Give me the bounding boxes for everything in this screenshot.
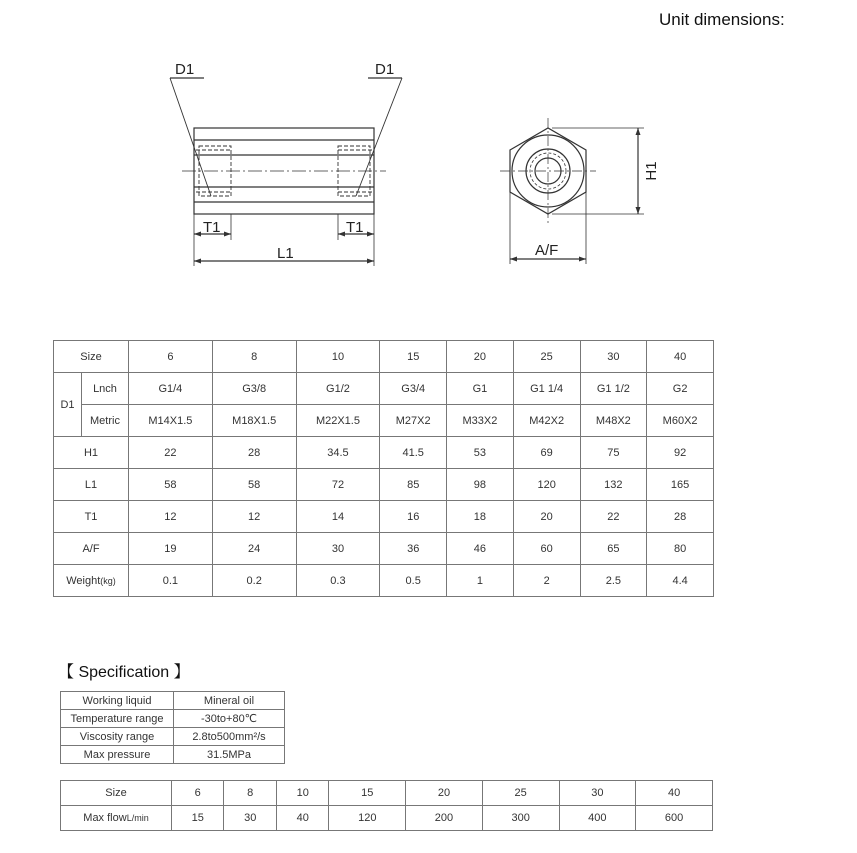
table-cell: 60: [513, 533, 580, 565]
spec-value: -30to+80℃: [174, 710, 285, 728]
table-cell: G2: [647, 373, 714, 405]
table-cell: 12: [129, 501, 213, 533]
flow-table: [60, 780, 713, 831]
table-row: [61, 781, 713, 806]
flow-size-header: Size: [61, 781, 172, 806]
table-cell: 98: [447, 469, 514, 501]
table-row: [54, 469, 714, 501]
table-cell: G3/4: [380, 373, 447, 405]
spec-value: 2.8to500mm²/s: [174, 728, 285, 746]
table-row: [61, 728, 285, 746]
size-cell: 30: [580, 341, 647, 373]
t1-left-label: T1: [203, 219, 221, 236]
specification-table: [60, 691, 285, 764]
table-row: [61, 746, 285, 764]
table-cell: G3/8: [212, 373, 296, 405]
table-row: [61, 806, 713, 831]
table-cell: 46: [447, 533, 514, 565]
table-cell: 92: [647, 437, 714, 469]
spec-value: Mineral oil: [174, 692, 285, 710]
size-cell: 20: [447, 341, 514, 373]
table-cell: 4.4: [647, 565, 714, 597]
h1-header: H1: [54, 437, 129, 469]
table-cell: 0.2: [212, 565, 296, 597]
d1-left-label: D1: [175, 61, 195, 78]
table-cell: M48X2: [580, 405, 647, 437]
specification-heading: 【 Specification 】: [58, 664, 190, 681]
size-cell: 15: [329, 781, 406, 806]
af-header: A/F: [54, 533, 129, 565]
table-cell: 2.5: [580, 565, 647, 597]
table-cell: 34.5: [296, 437, 380, 469]
table-cell: G1 1/2: [580, 373, 647, 405]
flow-cell: 15: [172, 806, 224, 831]
size-cell: 25: [513, 341, 580, 373]
table-cell: 2: [513, 565, 580, 597]
table-cell: M27X2: [380, 405, 447, 437]
table-cell: 58: [212, 469, 296, 501]
table-cell: 1: [447, 565, 514, 597]
size-cell: 40: [647, 341, 714, 373]
d1-header: D1: [54, 373, 82, 437]
flow-cell: 40: [276, 806, 328, 831]
table-cell: G1: [447, 373, 514, 405]
size-cell: 6: [172, 781, 224, 806]
size-cell: 25: [482, 781, 559, 806]
weight-unit: (kg): [100, 575, 116, 586]
table-cell: 132: [580, 469, 647, 501]
max-flow-unit: L/min: [126, 813, 149, 823]
table-cell: 53: [447, 437, 514, 469]
table-cell: 85: [380, 469, 447, 501]
size-cell: 8: [224, 781, 276, 806]
d1-right-label: D1: [375, 61, 395, 78]
table-cell: 80: [647, 533, 714, 565]
table-row: [61, 692, 285, 710]
technical-drawing: [0, 0, 857, 300]
flow-cell: 200: [406, 806, 483, 831]
table-cell: 0.5: [380, 565, 447, 597]
table-cell: 12: [212, 501, 296, 533]
size-cell: 10: [276, 781, 328, 806]
flow-cell: 400: [559, 806, 636, 831]
table-cell: 14: [296, 501, 380, 533]
table-cell: 28: [647, 501, 714, 533]
table-cell: 30: [296, 533, 380, 565]
table-cell: M33X2: [447, 405, 514, 437]
table-cell: 24: [212, 533, 296, 565]
spec-label: Max pressure: [61, 746, 174, 764]
flow-cell: 300: [482, 806, 559, 831]
table-cell: 165: [647, 469, 714, 501]
table-row: [54, 373, 714, 405]
size-cell: 40: [636, 781, 713, 806]
size-cell: 6: [129, 341, 213, 373]
max-flow-label: Max flow: [83, 812, 127, 824]
table-cell: 36: [380, 533, 447, 565]
size-header: Size: [54, 341, 129, 373]
table-row: [54, 501, 714, 533]
table-cell: M14X1.5: [129, 405, 213, 437]
table-cell: 20: [513, 501, 580, 533]
table-cell: 18: [447, 501, 514, 533]
table-cell: M18X1.5: [212, 405, 296, 437]
size-cell: 8: [212, 341, 296, 373]
table-cell: M22X1.5: [296, 405, 380, 437]
max-flow-header: [61, 806, 172, 831]
table-row: [54, 533, 714, 565]
size-cell: 20: [406, 781, 483, 806]
table-cell: M60X2: [647, 405, 714, 437]
table-cell: 69: [513, 437, 580, 469]
page-title: Unit dimensions:: [659, 10, 785, 29]
table-cell: G1/4: [129, 373, 213, 405]
table-cell: 120: [513, 469, 580, 501]
flow-cell: 600: [636, 806, 713, 831]
table-cell: G1/2: [296, 373, 380, 405]
spec-value: 31.5MPa: [174, 746, 285, 764]
table-cell: 19: [129, 533, 213, 565]
metric-header: Metric: [82, 405, 129, 437]
lnch-header: Lnch: [82, 373, 129, 405]
table-cell: 75: [580, 437, 647, 469]
table-row: [54, 565, 714, 597]
weight-label: Weight: [66, 574, 101, 587]
table-cell: 72: [296, 469, 380, 501]
table-cell: 0.1: [129, 565, 213, 597]
spec-label: Working liquid: [61, 692, 174, 710]
table-cell: 22: [580, 501, 647, 533]
size-cell: 30: [559, 781, 636, 806]
h1-label: H1: [643, 161, 660, 181]
table-cell: 41.5: [380, 437, 447, 469]
table-row: [61, 710, 285, 728]
table-cell: 28: [212, 437, 296, 469]
table-row: [54, 341, 714, 373]
end-view: [500, 118, 644, 264]
flow-cell: 120: [329, 806, 406, 831]
weight-header: [54, 565, 129, 597]
l1-header: L1: [54, 469, 129, 501]
table-cell: 16: [380, 501, 447, 533]
table-cell: 65: [580, 533, 647, 565]
table-row: [54, 405, 714, 437]
table-row: [54, 437, 714, 469]
flow-cell: 30: [224, 806, 276, 831]
t1-right-label: T1: [346, 219, 364, 236]
table-cell: 22: [129, 437, 213, 469]
l1-label: L1: [277, 245, 294, 262]
dimensions-table: [53, 340, 714, 597]
table-cell: M42X2: [513, 405, 580, 437]
table-cell: G1 1/4: [513, 373, 580, 405]
table-cell: 0.3: [296, 565, 380, 597]
size-cell: 15: [380, 341, 447, 373]
spec-label: Viscosity range: [61, 728, 174, 746]
af-label: A/F: [535, 242, 559, 259]
size-cell: 10: [296, 341, 380, 373]
side-view: [170, 78, 402, 266]
spec-label: Temperature range: [61, 710, 174, 728]
table-cell: 58: [129, 469, 213, 501]
t1-header: T1: [54, 501, 129, 533]
